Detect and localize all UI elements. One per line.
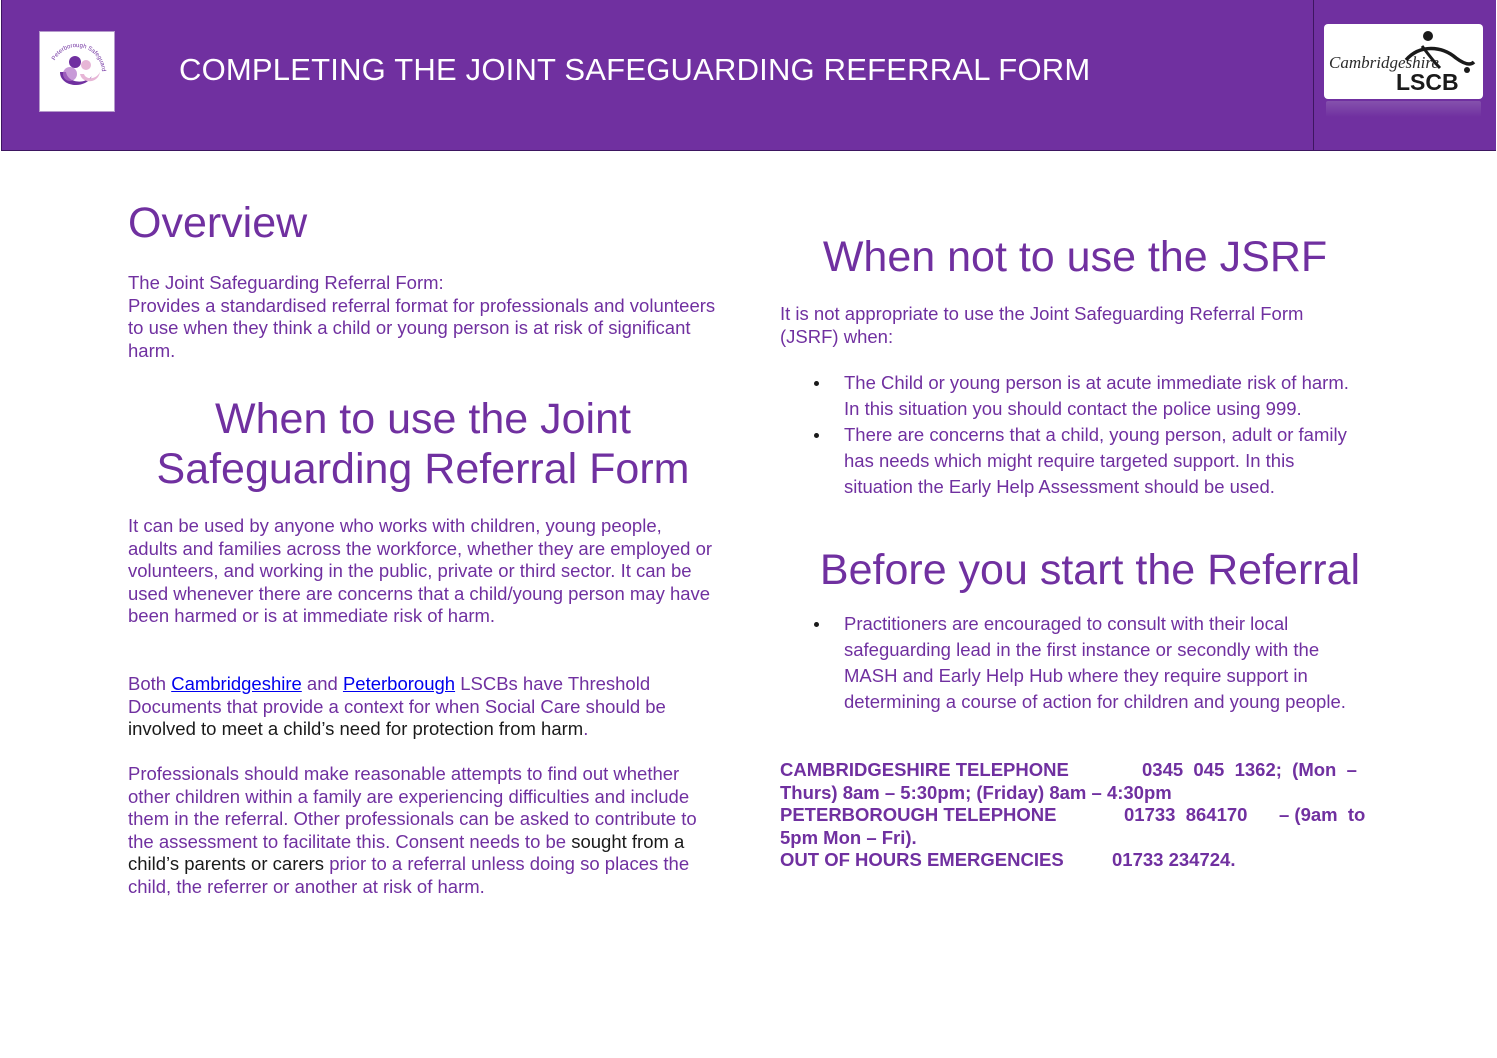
pboro-hours: – (9am to: [1279, 804, 1366, 825]
cambridgeshire-logo-icon: [1324, 24, 1483, 99]
when-to-use-para1: It can be used by anyone who works with children, young people, adults and families across the workforce, whether they are employed or volunteers, and working in the public, private or third sector. It can be used whenever there are concerns that a child/young person may have been harmed or is at immediate risk of harm.: [128, 515, 713, 626]
threshold-text-and: and: [301, 673, 343, 694]
ooh-contact-row: [780, 849, 1370, 872]
cambridgeshire-link[interactable]: Cambridgeshire: [171, 673, 302, 694]
when-to-use-heading: [128, 394, 718, 494]
pboro-contact-row: [780, 804, 1370, 827]
before-start-heading: Before you start the Referral: [819, 546, 1361, 594]
when-not-heading: When not to use the JSRF: [822, 233, 1328, 281]
list-item: There are concerns that a child, young person, adult or family has needs which might require targeted support. In this situation the Early Help Assessment should be used.: [780, 422, 1350, 500]
peterborough-lscb-logo: [39, 31, 115, 112]
ooh-label: OUT OF HOURS EMERGENCIES: [780, 849, 1064, 870]
overview-line1: The Joint Safeguarding Referral Form:: [128, 272, 444, 293]
professionals-para: [128, 763, 718, 898]
threshold-text-dark: involved to meet a child’s need for protection from harm: [128, 718, 584, 739]
pboro-number: 01733 864170: [1124, 804, 1248, 825]
cambs-contact-row: [780, 759, 1370, 782]
when-to-use-heading-line2: Safeguarding Referral Form: [156, 445, 690, 493]
pboro-label: PETERBOROUGH TELEPHONE: [780, 804, 1057, 825]
cambs-number: 0345 045 1362; (Mon –: [1142, 759, 1357, 780]
when-to-use-heading-line1: When to use the Joint: [215, 395, 631, 443]
professionals-text-end: prior to a referral unless doing so places the child, the referrer or another at risk of harm.: [128, 853, 690, 897]
pboro-hours-cont: 5pm Mon – Fri).: [780, 826, 917, 848]
when-not-list: [780, 370, 1350, 500]
logo-acronym: LSCB: [1396, 69, 1459, 95]
threshold-text-rest: LSCBs have Threshold Documents that provide a context for when Social Care should be: [128, 673, 666, 717]
professionals-text-dark: sought from a child’s parents or carers: [128, 830, 685, 874]
logo-word: Cambridgeshire: [1329, 53, 1439, 72]
threshold-text-end: .: [583, 718, 589, 739]
cambridgeshire-lscb-logo: [1324, 24, 1483, 99]
peterborough-logo-icon: [40, 32, 114, 111]
logo-reflection: [1326, 101, 1481, 117]
cambs-hours: Thurs) 8am – 5:30pm; (Friday) 8am – 4:30pm: [780, 781, 1172, 803]
page-title: COMPLETING THE JOINT SAFEGUARDING REFERRAL FORM: [179, 52, 1091, 87]
professionals-text-start: Professionals should make reasonable attempts to find out whether other children within a family are experiencing difficulties and include them in the referral. Other professionals can be asked to contribute to the assessment to facilitate this. Consent needs to be: [128, 763, 697, 852]
header-divider: [1313, 0, 1314, 151]
list-item: The Child or young person is at acute immediate risk of harm. In this situation you should contact the police using 999.: [780, 370, 1350, 422]
logo-lettering-top: Peterborough Safeguard: [51, 42, 107, 72]
overview-line2: Provides a standardised referral format for professionals and volunteers to use when they think a child or young person is at risk of significant harm.: [128, 294, 716, 361]
contact-block: [780, 759, 1370, 872]
list-item: Practitioners are encouraged to consult with their local safeguarding lead in the first instance or secondly with the MASH and Early Help Hub where they require support in determining a course of action for children and young people.: [780, 611, 1350, 715]
overview-text: [128, 272, 718, 362]
threshold-text-start: Both: [128, 673, 172, 694]
ooh-number: 01733 234724.: [1112, 849, 1236, 870]
peterborough-link[interactable]: Peterborough: [342, 673, 456, 694]
when-not-intro: It is not appropriate to use the Joint Safeguarding Referral Form (JSRF) when:: [780, 303, 1304, 347]
before-start-list: [780, 611, 1350, 715]
overview-heading: Overview: [128, 199, 308, 247]
threshold-para: [128, 673, 713, 741]
cambs-label: CAMBRIDGESHIRE TELEPHONE: [780, 759, 1069, 780]
